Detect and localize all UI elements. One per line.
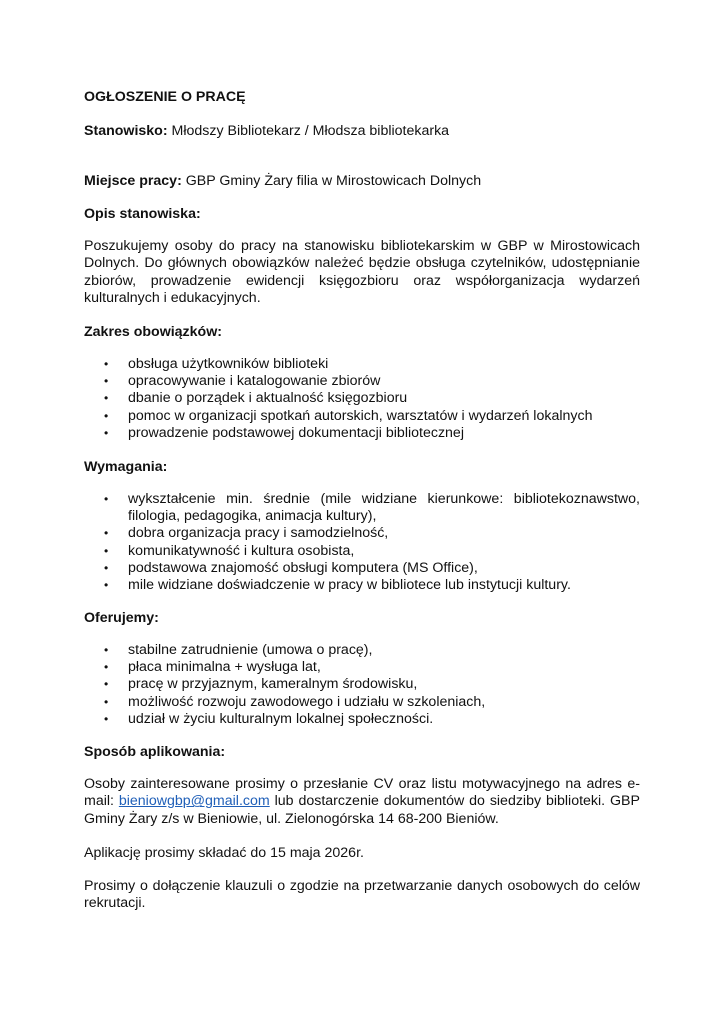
requirements-heading: Wymagania: [84,459,168,475]
requirements-item: • mile widziane doświadczenie w pracy w bibliotece lub instytucji kultury. [84,577,640,594]
deadline-text: Aplikację prosimy składać do 15 maja 2026r. [84,845,364,861]
requirements-list [84,491,640,594]
apply-heading: Sposób aplikowania: [84,744,226,760]
apply-text [84,776,640,828]
requirements-item: • dobra organizacja pracy i samodzielność, [84,525,640,542]
email-link[interactable]: bieniowgbp@gmail.com [118,793,270,810]
consent-text: Prosimy o dołączenie klauzuli o zgodzie na przetwarzanie danych osobowych do celów rekrutacji. [84,878,640,912]
document-title: OGŁOSZENIE O PRACĘ [84,89,246,105]
requirements-item: • wykształcenie min. średnie (mile widziane kierunkowe: bibliotekoznawstwo, filologia, pedagogika, animacja kultury), [84,491,640,525]
offer-list [84,642,640,728]
workplace-line [84,172,640,190]
offer-item: • pracę w przyjaznym, kameralnym środowisku, [84,676,640,693]
requirements-item: • podstawowa znajomość obsługi komputera (MS Office), [84,560,640,577]
offer-item: • możliwość rozwoju zawodowego i udziału w szkoleniach, [84,694,640,711]
position-label: Stanowisko: [84,123,168,139]
duties-heading: Zakres obowiązków: [84,324,222,340]
position-value: Młodszy Bibliotekarz / Młodsza bibliotekarka [167,123,450,139]
offer-item: • udział w życiu kulturalnym lokalnej społeczności. [84,711,640,728]
duties-item: • dbanie o porządek i aktualność księgozbioru [84,390,640,407]
workplace-value: GBP Gminy Żary filia w Mirostowicach Dolnych [181,173,482,189]
duties-item: • obsługa użytkowników biblioteki [84,356,640,373]
offer-heading: Oferujemy: [84,610,159,626]
offer-item: • płaca minimalna + wysługa lat, [84,659,640,676]
offer-item: • stabilne zatrudnienie (umowa o pracę), [84,642,640,659]
apply-text-before: Osoby zainteresowane prosimy o przesłanie CV oraz listu motywacyjnego na adres e-mail: [84,776,640,810]
description-heading: Opis stanowiska: [84,206,201,222]
apply-text-after: lub dostarczenie dokumentów do siedziby biblioteki. GBP Gminy Żary z/s w Bieniowie, ul. Zielonogórska 14 68-200 Bieniów. [84,793,640,827]
description-text: Poszukujemy osoby do pracy na stanowisku bibliotekarskim w GBP w Mirostowicach Dolnych. Do głównych obowiązków należeć będzie obsługa czytelników, udostępnianie zbiorów, prowadzenie ewidencji księgozbioru oraz współorganizacja wydarzeń kulturalnych i edukacyjnych. [84,238,640,307]
duties-item: • pomoc w organizacji spotkań autorskich, warsztatów i wydarzeń lokalnych [84,408,640,425]
duties-item: • opracowywanie i katalogowanie zbiorów [84,373,640,390]
workplace-label: Miejsce pracy: [84,173,182,189]
duties-item: • prowadzenie podstawowej dokumentacji bibliotecznej [84,425,640,442]
position-line [84,122,640,140]
requirements-item: • komunikatywność i kultura osobista, [84,543,640,560]
duties-list [84,356,640,442]
